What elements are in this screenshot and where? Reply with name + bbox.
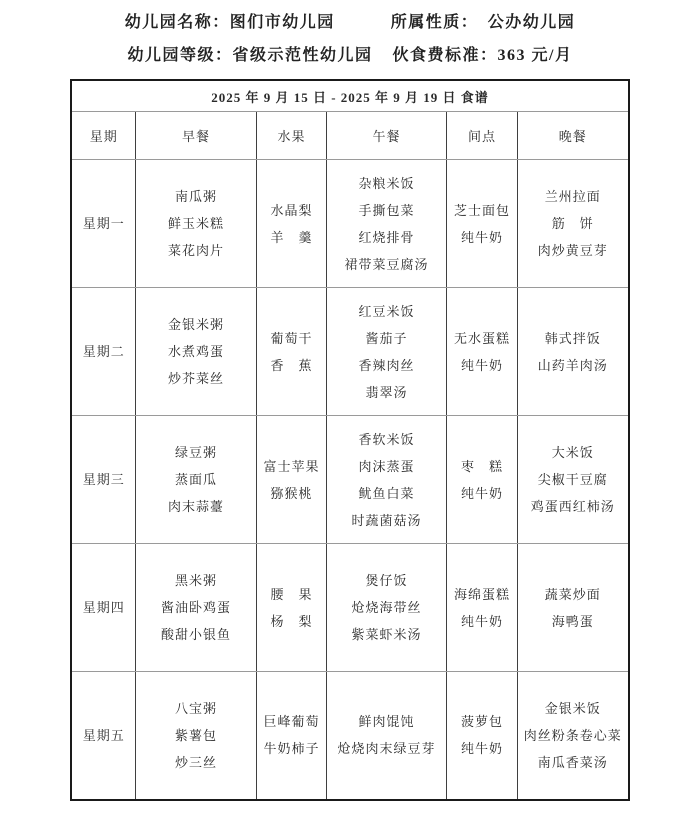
breakfast-cell [135,544,256,672]
menu-item: 炝烧肉末绿豆芽 [337,741,436,757]
menu-item: 纯牛奶 [460,613,503,629]
menu-item: 富士苹果 [263,458,320,474]
kindergarten-grade: 幼儿园等级：省级示范性幼儿园 [127,47,373,64]
menu-item: 香软米饭 [358,431,415,447]
lunch-cell [326,288,446,416]
menu-item: 羊 羹 [270,229,313,245]
menu-item: 肉丝粉条卷心菜 [523,727,622,743]
lunch-cell [326,672,446,800]
menu-item: 八宝粥 [174,700,217,716]
column-header-lunch: 午餐 [326,112,446,160]
lunch-cell [326,544,446,672]
menu-item: 蒸面瓜 [174,472,217,487]
column-header-breakfast: 早餐 [135,112,256,160]
menu-item: 水煮鸡蛋 [167,344,224,359]
fruit-cell [256,672,326,800]
menu-item: 兰州拉面 [544,189,601,204]
menu-item: 蔬菜炒面 [544,586,601,602]
menu-item: 纯牛奶 [460,229,503,245]
menu-item: 绿豆粥 [174,445,217,460]
menu-item: 紫菜虾米汤 [351,627,422,642]
menu-item: 筋 饼 [551,216,594,231]
column-header-dinner: 晚餐 [517,112,628,160]
menu-item: 煲仔饭 [365,573,408,588]
menu-item: 海绵蛋糕 [453,586,510,602]
menu-title: 2025 年 9 月 15 日 - 2025 年 9 月 19 日 食谱 [71,80,628,112]
menu-item: 葡萄干 [270,330,313,346]
table-row [71,544,628,672]
menu-item: 紫薯包 [174,727,217,743]
snack-cell [446,288,517,416]
menu-item: 裙带菜豆腐汤 [344,256,429,272]
dinner-cell [517,416,628,544]
menu-item: 红豆米饭 [358,303,415,319]
dinner-cell [517,672,628,800]
menu-table-body [71,160,628,800]
day-cell: 星期五 [71,672,135,800]
menu-item: 黑米粥 [174,573,217,588]
table-row [71,288,628,416]
menu-item: 手撕包菜 [358,202,415,218]
breakfast-cell [135,160,256,288]
menu-item: 无水蛋糕 [453,330,510,346]
menu-item: 肉沫蒸蛋 [358,458,415,474]
snack-cell [446,160,517,288]
table-title-row [71,80,628,112]
menu-item: 大米饭 [551,445,594,460]
menu-item: 山药羊肉汤 [537,357,608,373]
day-cell: 星期三 [71,416,135,544]
menu-item: 炒芥菜丝 [167,371,224,386]
column-header-snack: 间点 [446,112,517,160]
fruit-cell [256,544,326,672]
menu-item: 南瓜香菜汤 [537,754,608,770]
menu-item: 杂粮米饭 [358,175,415,191]
menu-item: 香辣肉丝 [358,357,415,373]
info-line-2 [0,45,700,67]
menu-item: 韩式拌饭 [544,330,601,346]
menu-item: 肉炒黄豆芽 [537,243,608,258]
menu-item: 海鸭蛋 [551,613,594,629]
fruit-cell [256,160,326,288]
table-row [71,672,628,800]
menu-item: 红烧排骨 [358,229,415,245]
day-cell: 星期一 [71,160,135,288]
fruit-cell [256,288,326,416]
column-header-day: 星期 [71,112,135,160]
menu-item: 金银米粥 [167,317,224,332]
menu-item: 南瓜粥 [174,189,217,204]
menu-item: 芝士面包 [453,202,510,218]
menu-item: 巨峰葡萄 [263,714,320,730]
ownership-type: 所属性质： 公办幼儿园 [390,14,576,31]
menu-item: 纯牛奶 [460,357,503,373]
breakfast-cell [135,288,256,416]
table-header-row [71,112,628,160]
dinner-cell [517,160,628,288]
menu-item: 鱿鱼白菜 [358,485,415,501]
column-header-fruit: 水果 [256,112,326,160]
lunch-cell [326,416,446,544]
menu-item: 炒三丝 [174,754,217,770]
menu-item: 水晶梨 [270,202,313,218]
menu-item: 炝烧海带丝 [351,600,422,615]
snack-cell [446,416,517,544]
breakfast-cell [135,672,256,800]
menu-item: 纯牛奶 [460,485,503,501]
menu-item: 尖椒干豆腐 [537,472,608,487]
menu-item: 腰 果 [270,586,313,602]
menu-item: 酱茄子 [365,330,408,346]
breakfast-cell [135,416,256,544]
menu-item: 菜花肉片 [167,243,224,258]
menu-item: 猕猴桃 [270,485,313,501]
menu-item: 香 蕉 [270,357,313,373]
menu-item: 鲜玉米糕 [167,216,224,231]
lunch-cell [326,160,446,288]
menu-item: 酱油卧鸡蛋 [160,600,231,615]
menu-item: 纯牛奶 [460,741,503,757]
menu-item: 鸡蛋西红柿汤 [530,499,615,514]
dinner-cell [517,544,628,672]
snack-cell [446,544,517,672]
day-cell: 星期四 [71,544,135,672]
day-cell: 星期二 [71,288,135,416]
table-row [71,160,628,288]
snack-cell [446,672,517,800]
table-row [71,416,628,544]
dinner-cell [517,288,628,416]
menu-item: 肉末蒜薹 [167,499,224,514]
kindergarten-name: 幼儿园名称：图们市幼儿园 [124,14,335,31]
fruit-cell [256,416,326,544]
menu-item: 酸甜小银鱼 [160,627,231,642]
menu-item: 翡翠汤 [365,384,408,400]
weekly-menu-table [70,79,629,801]
menu-item: 杨 梨 [270,613,313,629]
info-line-1 [0,12,700,34]
meal-fee-standard: 伙食费标准：363 元/月 [392,47,573,64]
menu-item: 牛奶柿子 [263,741,320,757]
menu-item: 枣 糕 [460,458,503,474]
menu-item: 菠萝包 [460,714,503,730]
menu-item: 金银米饭 [544,700,601,716]
menu-item: 时蔬菌菇汤 [351,512,422,528]
menu-item: 鲜肉馄饨 [358,714,415,730]
